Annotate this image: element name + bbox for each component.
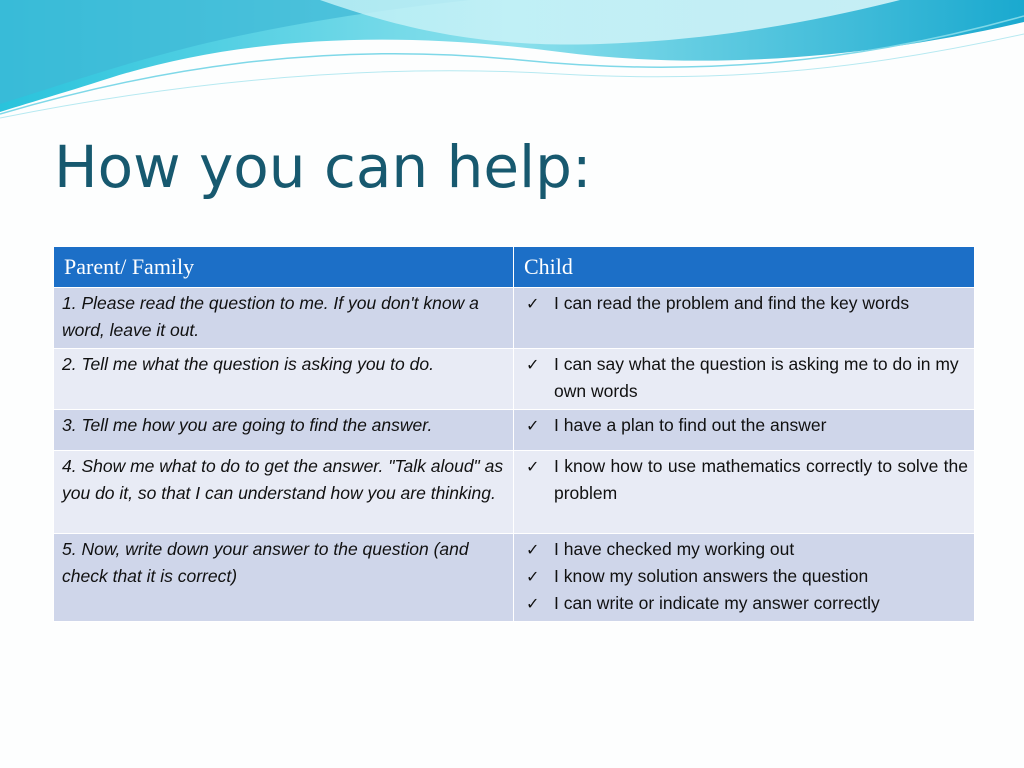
check-item-text: I have a plan to find out the answer (554, 415, 827, 435)
table-row (54, 410, 975, 451)
child-cell (514, 534, 975, 622)
parent-cell: 1. Please read the question to me. If you don't know a word, leave it out. (54, 288, 514, 349)
page-title: How you can help: (54, 133, 592, 201)
parent-cell: 5. Now, write down your answer to the question (and check that it is correct) (54, 534, 514, 622)
child-cell (514, 410, 975, 451)
header-parent-family: Parent/ Family (54, 247, 514, 288)
table-row (54, 349, 975, 410)
check-icon: ✓ (526, 355, 540, 374)
child-cell (514, 288, 975, 349)
check-icon: ✓ (526, 540, 540, 559)
check-item (522, 563, 968, 590)
check-item-text: I know how to use mathematics correctly to solve the problem (554, 456, 968, 503)
table-row (54, 451, 975, 534)
decorative-wave (0, 0, 1024, 120)
check-icon: ✓ (526, 457, 540, 476)
parent-cell: 4. Show me what to do to get the answer. "Talk aloud" as you do it, so that I can understand how you are thinking. (54, 451, 514, 534)
help-table (53, 246, 975, 622)
child-cell (514, 451, 975, 534)
child-cell (514, 349, 975, 410)
check-icon: ✓ (526, 567, 540, 586)
parent-cell: 2. Tell me what the question is asking you to do. (54, 349, 514, 410)
check-item (522, 412, 968, 439)
check-item (522, 536, 968, 563)
table-header-row (54, 247, 975, 288)
check-icon: ✓ (526, 294, 540, 313)
check-icon: ✓ (526, 416, 540, 435)
check-icon: ✓ (526, 594, 540, 613)
table-row (54, 534, 975, 622)
check-item (522, 290, 968, 317)
check-item (522, 453, 968, 507)
check-item-text: I can read the problem and find the key words (554, 293, 910, 313)
check-item-text: I can say what the question is asking me to do in my own words (554, 354, 959, 401)
check-item-text: I know my solution answers the question (554, 566, 869, 586)
header-child: Child (514, 247, 975, 288)
parent-cell: 3. Tell me how you are going to find the answer. (54, 410, 514, 451)
check-item-text: I have checked my working out (554, 539, 795, 559)
check-item (522, 351, 968, 405)
table-row (54, 288, 975, 349)
check-item (522, 590, 968, 617)
check-item-text: I can write or indicate my answer correctly (554, 593, 880, 613)
